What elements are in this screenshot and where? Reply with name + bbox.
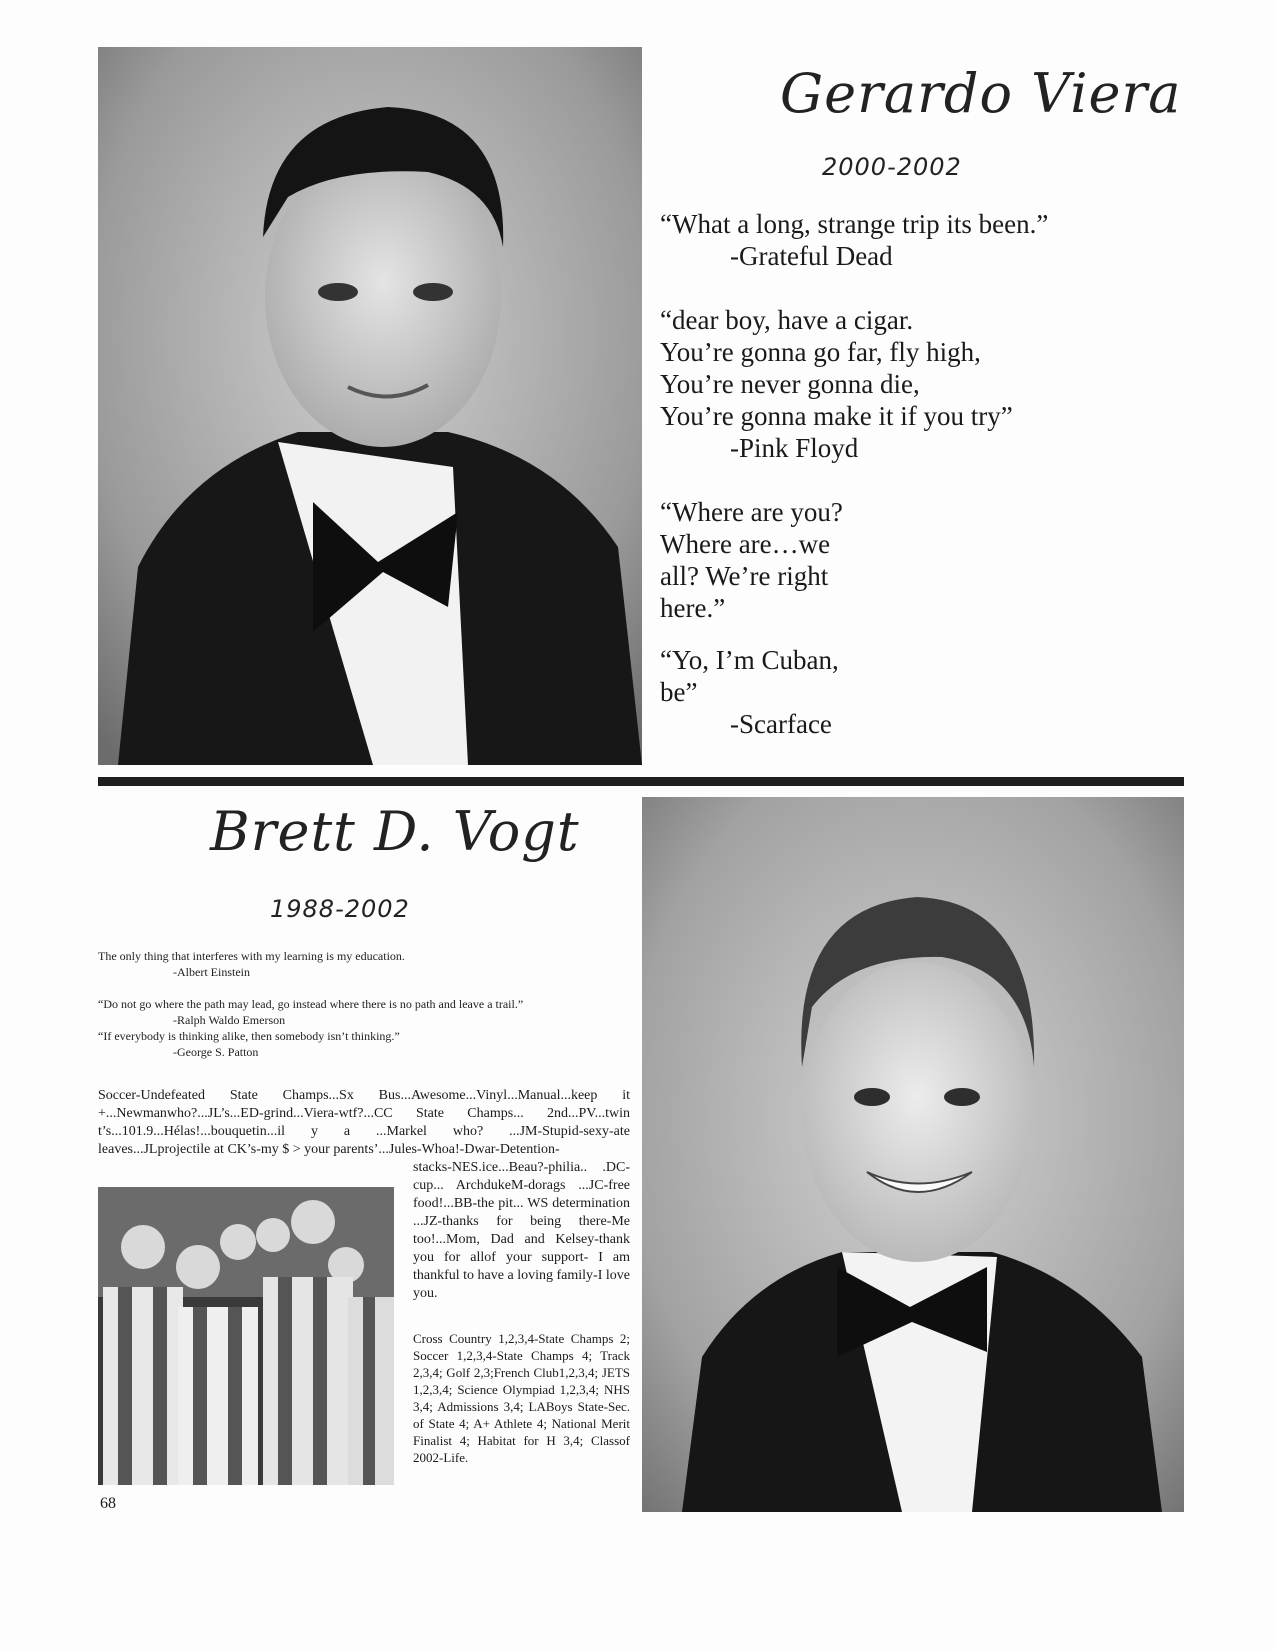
quote-einstein: The only thing that interferes with my learning is my education. -Albert Einstein (98, 949, 405, 979)
years-brett: 1988-2002 (270, 895, 410, 923)
student-name-gerardo: Gerardo Viera (780, 62, 1182, 125)
senior-message-top: Soccer-Undefeated State Champs...Sx Bus...Awesome...Vinyl...Manual...keep it +...Newmanwho?...JL’s...ED-grind...Viera-wtf?...CC State Champs... 2nd...PV...twin t’s...101.9...Hélas!...bouquetin...il y a ...Markel who? ...JM-Stupid-sexy-ate leaves...JLprojectile at CK’s-my $ > your parents’...Jules-Whoa!-Dwar-Detention- (98, 1088, 630, 1157)
portrait-photo-gerardo (98, 47, 642, 765)
group-photo-soccer (98, 1187, 394, 1485)
page-number: 68 (100, 1495, 116, 1512)
quotes-gerardo (660, 208, 1160, 740)
years-gerardo: 2000-2002 (822, 153, 962, 181)
portrait-photo-brett (642, 797, 1184, 1512)
quote-where-are-you: “Where are you? Where are…we all? We’re right here.” (660, 497, 843, 623)
student-name-brett: Brett D. Vogt (210, 800, 580, 863)
section-divider (98, 777, 1184, 786)
quotes-brett (98, 948, 638, 1060)
quote-scarface: “Yo, I’m Cuban, be” -Scarface (660, 645, 839, 739)
activities-list: Cross Country 1,2,3,4-State Champs 2; Soccer 1,2,3,4-State Champs 4; Track 2,3,4; Golf 2,3;French Club1,2,3,4; JETS 1,2,3,4; Science Olympiad 1,2,3,4; NHS 3,4; Admissions 3,4; LABoys State-Sec. of State 4; A+ Athlete 4; National Merit Finalist 4; Habitat for H 3,4; Classof 2002-Life. (413, 1331, 630, 1465)
quote-patton: “If everybody is thinking alike, then somebody isn’t thinking.” -George S. Patton (98, 1029, 400, 1059)
quote-grateful-dead: “What a long, strange trip its been.” -Grateful Dead (660, 209, 1049, 271)
quote-emerson: “Do not go where the path may lead, go instead where there is no path and leave a trail.” -Ralph Waldo Emerson (98, 997, 524, 1027)
senior-message-side: stacks-NES.ice...Beau?-philia.. .DC-cup... ArchdukeM-dorags ...JC-free food!...BB-the pit... WS determination ...JZ-thanks for being there-Me too!...Mom, Dad and Kelsey-thank you for allof your support- I am thankful to have a loving family-I love you. (413, 1160, 630, 1301)
quote-pink-floyd: “dear boy, have a cigar. You’re gonna go far, fly high, You’re never gonna die, You’re gonna make it if you try” -Pink Floyd (660, 305, 1013, 463)
